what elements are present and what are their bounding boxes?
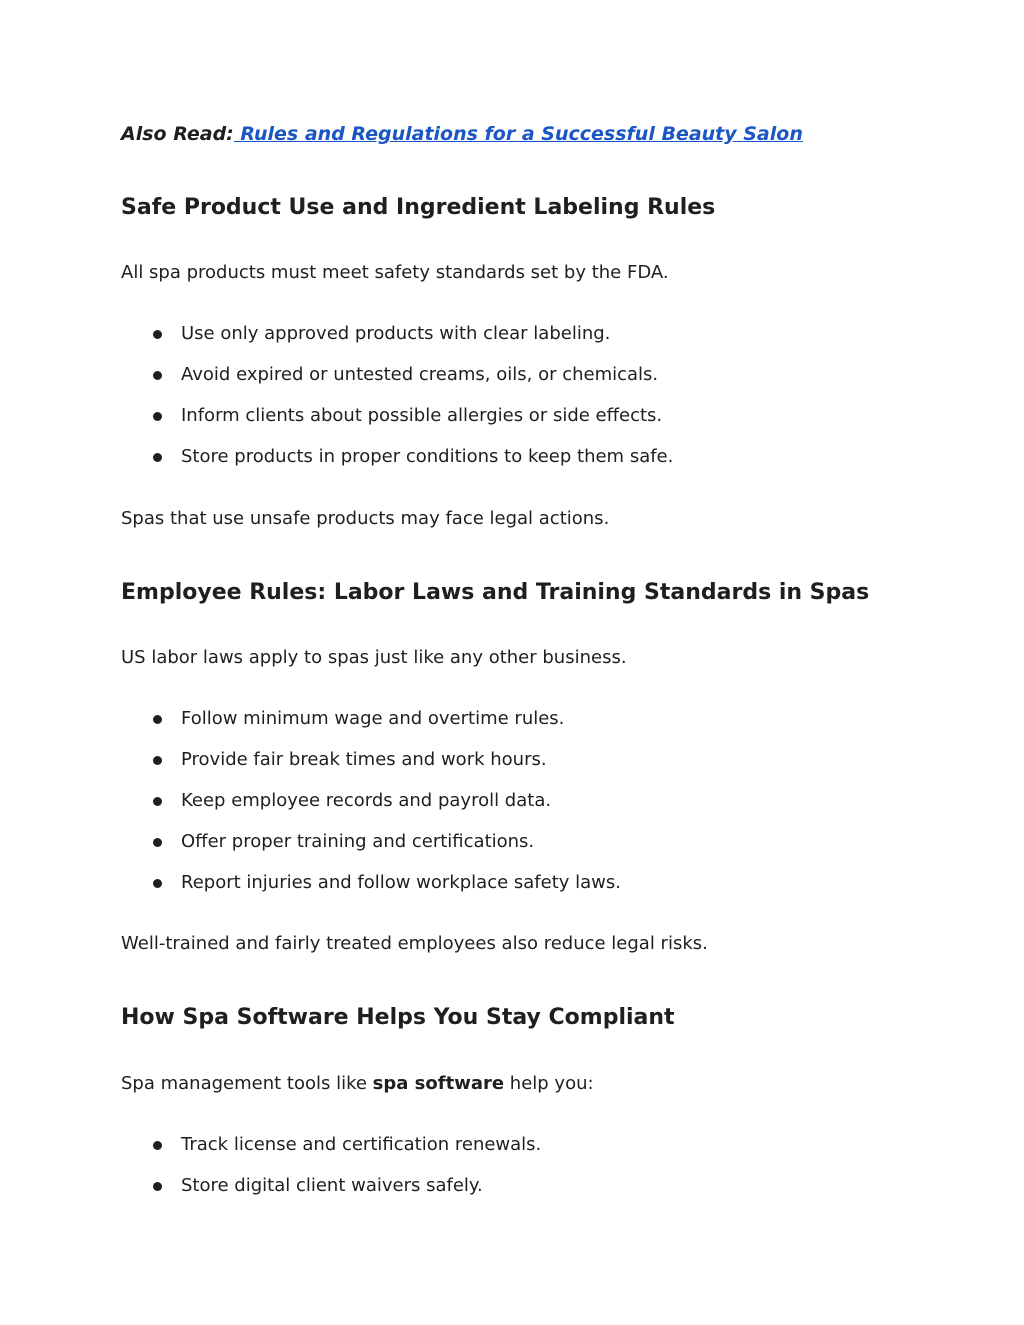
list-item: [121, 1173, 541, 1214]
list-item: [121, 1132, 541, 1173]
bullet-icon: [153, 330, 162, 339]
list-item-text: Keep employee records and payroll data.: [181, 790, 552, 811]
bullet-icon: [153, 797, 162, 806]
list-item: [121, 870, 621, 911]
bullet-icon: [153, 453, 162, 462]
section-heading-employee-rules: Employee Rules: Labor Laws and Training Standards in Spas: [121, 580, 870, 605]
bullet-list: [121, 321, 673, 485]
bullet-icon: [153, 412, 162, 421]
bullet-list: [121, 1132, 541, 1214]
list-item-text: Report injuries and follow workplace safety laws.: [181, 872, 621, 893]
list-item: [121, 706, 621, 747]
list-item: [121, 444, 673, 485]
section-intro: [121, 1071, 594, 1097]
list-item-text: Provide fair break times and work hours.: [181, 749, 547, 770]
list-item: [121, 788, 621, 829]
list-item-text: Avoid expired or untested creams, oils, or chemicals.: [181, 364, 659, 385]
also-read-line: [121, 121, 803, 147]
list-item-text: Store products in proper conditions to keep them safe.: [181, 446, 674, 467]
intro-text: help you:: [504, 1073, 594, 1094]
list-item-text: Track license and certification renewals.: [181, 1134, 542, 1155]
bullet-icon: [153, 1141, 162, 1150]
bullet-list: [121, 706, 621, 911]
also-read-link[interactable]: Rules and Regulations for a Successful Beauty Salon: [233, 123, 803, 145]
bullet-icon: [153, 756, 162, 765]
bullet-icon: [153, 1182, 162, 1191]
bullet-icon: [153, 371, 162, 380]
bullet-icon: [153, 879, 162, 888]
list-item-text: Inform clients about possible allergies or side effects.: [181, 405, 663, 426]
list-item: [121, 321, 673, 362]
list-item: [121, 403, 673, 444]
also-read-label: Also Read:: [121, 123, 234, 145]
list-item-text: Offer proper training and certifications.: [181, 831, 535, 852]
list-item: [121, 829, 621, 870]
section-outro: Well-trained and fairly treated employees also reduce legal risks.: [121, 933, 708, 954]
intro-text: Spa management tools like: [121, 1073, 373, 1094]
list-item: [121, 362, 673, 403]
section-heading-safe-product: Safe Product Use and Ingredient Labeling Rules: [121, 195, 716, 220]
section-intro: All spa products must meet safety standards set by the FDA.: [121, 262, 669, 283]
section-outro: Spas that use unsafe products may face legal actions.: [121, 508, 610, 529]
list-item-text: Use only approved products with clear labeling.: [181, 323, 611, 344]
list-item-text: Follow minimum wage and overtime rules.: [181, 708, 565, 729]
intro-bold-text: spa software: [372, 1073, 505, 1094]
section-heading-spa-software: How Spa Software Helps You Stay Compliant: [121, 1005, 675, 1030]
bullet-icon: [153, 838, 162, 847]
list-item: [121, 747, 621, 788]
list-item-text: Store digital client waivers safely.: [181, 1175, 483, 1196]
bullet-icon: [153, 715, 162, 724]
section-intro: US labor laws apply to spas just like any other business.: [121, 647, 627, 668]
